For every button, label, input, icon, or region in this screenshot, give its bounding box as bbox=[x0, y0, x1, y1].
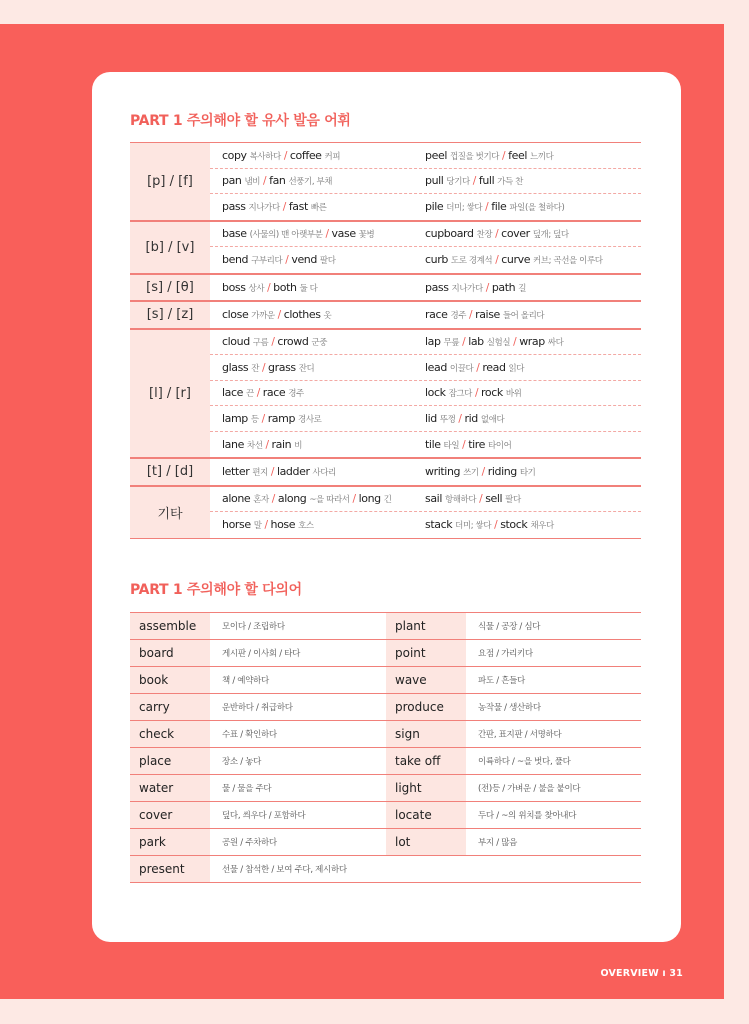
polysemy-meaning: 간판, 표지판 / 서명하다 bbox=[478, 730, 562, 740]
sound-pair-label: 기타 bbox=[130, 487, 210, 538]
slash-separator: / bbox=[466, 309, 476, 322]
slash-separator: / bbox=[258, 412, 268, 425]
vocab-word: cupboard bbox=[425, 227, 474, 241]
vocab-word: raise bbox=[475, 308, 500, 322]
page-footer bbox=[600, 968, 683, 979]
vocab-meaning: 타기 bbox=[519, 468, 536, 479]
vocab-word: lead bbox=[425, 360, 447, 374]
vocab-word: lock bbox=[425, 386, 446, 400]
word-pair-row bbox=[210, 302, 641, 328]
vocab-meaning: 껍질을 벗기다 bbox=[449, 151, 500, 162]
word-pair-cell bbox=[425, 412, 641, 425]
slash-separator: / bbox=[274, 309, 284, 322]
word-pair-row bbox=[210, 169, 641, 195]
vocab-word: alone bbox=[222, 492, 251, 506]
polysemy-meaning: 물 / 물을 주다 bbox=[222, 784, 272, 794]
word-pair-cell bbox=[210, 227, 425, 240]
polysemy-meaning: 장소 / 놓다 bbox=[222, 757, 262, 767]
polysemy-word: cover bbox=[130, 802, 210, 828]
vocab-word: riding bbox=[487, 465, 517, 479]
group-rows bbox=[210, 302, 641, 328]
polysemy-word: check bbox=[130, 721, 210, 747]
vocab-word: pile bbox=[425, 200, 444, 214]
vocab-meaning: 구름 bbox=[252, 338, 269, 349]
polysemy-word: assemble bbox=[130, 613, 210, 639]
sound-pair-label: [p] / [f] bbox=[130, 143, 210, 220]
vocab-word: pan bbox=[222, 174, 242, 188]
vocab-meaning: 복사하다 bbox=[249, 151, 281, 162]
vocab-meaning: 혼자 bbox=[253, 495, 269, 506]
vocab-meaning: 당기다 bbox=[446, 177, 470, 188]
vocab-meaning: 들어 올리다 bbox=[502, 311, 545, 322]
group-rows bbox=[210, 143, 641, 220]
polysemy-word: lot bbox=[386, 829, 466, 855]
vocab-meaning: 등 bbox=[250, 414, 259, 425]
pronunciation-group bbox=[130, 221, 641, 274]
vocab-word: rid bbox=[464, 411, 478, 425]
polysemy-row bbox=[130, 748, 641, 775]
vocab-meaning: 지나가다 bbox=[248, 203, 280, 214]
vocab-word: lap bbox=[425, 335, 441, 349]
vocab-word: curb bbox=[425, 253, 448, 267]
word-pair-cell bbox=[210, 149, 425, 162]
section-title-similar-pronunciation: PART 1 주의해야 할 유사 발음 어휘 bbox=[130, 113, 351, 129]
word-pair-row bbox=[210, 247, 641, 273]
pronunciation-group bbox=[130, 486, 641, 539]
slash-separator: / bbox=[499, 149, 509, 162]
footer-label: OVERVIEW bbox=[600, 968, 659, 979]
pronunciation-group bbox=[130, 143, 641, 221]
vocab-word: race bbox=[425, 308, 448, 322]
slash-separator: / bbox=[473, 361, 483, 374]
vocab-word: letter bbox=[222, 465, 250, 479]
slash-separator: / bbox=[267, 466, 277, 479]
polysemy-row bbox=[130, 667, 641, 694]
vocab-meaning: 팔다 bbox=[505, 495, 521, 506]
vocab-word: rain bbox=[271, 437, 292, 451]
vocab-meaning: 타이어 bbox=[487, 440, 512, 451]
vocab-word: hose bbox=[270, 518, 296, 532]
word-pair-cell bbox=[425, 465, 641, 478]
word-pair-row bbox=[210, 275, 641, 301]
vocab-meaning: 말 bbox=[253, 521, 262, 532]
vocab-word: sail bbox=[425, 492, 442, 506]
vocab-meaning: 경주 bbox=[288, 389, 304, 400]
vocab-meaning: 지나가다 bbox=[451, 283, 483, 294]
word-pair-cell bbox=[425, 308, 641, 321]
vocab-meaning: 느끼다 bbox=[529, 151, 554, 162]
word-pair-cell bbox=[425, 386, 641, 399]
polysemy-row bbox=[130, 613, 641, 640]
footer-separator: ı bbox=[662, 968, 666, 979]
slash-separator: / bbox=[259, 361, 269, 374]
slash-separator: / bbox=[510, 336, 520, 349]
vocab-word: stock bbox=[500, 518, 528, 532]
word-pair-row bbox=[210, 432, 641, 458]
vocab-meaning: 무릎 bbox=[443, 338, 460, 349]
vocab-word: tile bbox=[425, 437, 441, 451]
polysemy-word: produce bbox=[386, 694, 466, 720]
vocab-meaning: 길 bbox=[518, 283, 526, 294]
polysemy-word: plant bbox=[386, 613, 466, 639]
vocab-meaning: 상사 bbox=[248, 283, 265, 294]
vocab-word: long bbox=[358, 492, 381, 506]
vocab-meaning: 잔디 bbox=[298, 363, 315, 374]
word-pair-row bbox=[210, 406, 641, 432]
word-pair-cell bbox=[425, 438, 641, 451]
vocab-meaning: 편지 bbox=[252, 468, 268, 479]
polysemy-word: take off bbox=[386, 748, 466, 774]
vocab-word: cloud bbox=[222, 335, 250, 349]
vocab-meaning: ~을 따라서 bbox=[309, 495, 350, 506]
polysemy-meaning: 덮다, 씌우다 / 포함하다 bbox=[222, 811, 306, 821]
vocab-word: clothes bbox=[283, 308, 321, 322]
word-pair-row bbox=[210, 381, 641, 407]
vocab-word: grass bbox=[268, 360, 296, 374]
polysemy-meaning: 농작물 / 생산하다 bbox=[478, 703, 541, 713]
slash-separator: / bbox=[279, 201, 289, 214]
slash-separator: / bbox=[322, 228, 332, 241]
polysemy-word: point bbox=[386, 640, 466, 666]
polysemy-word: water bbox=[130, 775, 210, 801]
slash-separator: / bbox=[261, 519, 271, 532]
vocab-meaning: 바위 bbox=[505, 389, 522, 400]
vocab-word: pull bbox=[425, 174, 444, 188]
vocab-word: lab bbox=[468, 335, 484, 349]
vocab-word: copy bbox=[222, 148, 247, 162]
slash-separator: / bbox=[264, 281, 274, 294]
slash-separator: / bbox=[476, 493, 486, 506]
vocab-meaning: 팔다 bbox=[319, 256, 336, 267]
vocab-word: fast bbox=[288, 200, 308, 214]
vocab-word: lid bbox=[425, 411, 437, 425]
polysemy-word: carry bbox=[130, 694, 210, 720]
vocab-word: tire bbox=[468, 437, 486, 451]
polysemy-row bbox=[130, 856, 641, 883]
word-pair-cell bbox=[210, 281, 425, 294]
polysemy-meaning: 모이다 / 조립하다 bbox=[222, 622, 285, 632]
vocab-word: both bbox=[273, 280, 297, 294]
slash-separator: / bbox=[459, 336, 469, 349]
polysemy-meaning: 공원 / 주차하다 bbox=[222, 838, 277, 848]
sound-pair-label: [t] / [d] bbox=[130, 459, 210, 485]
vocab-meaning: 군중 bbox=[311, 338, 328, 349]
vocab-word: coffee bbox=[289, 148, 322, 162]
group-rows bbox=[210, 459, 641, 485]
slash-separator: / bbox=[282, 254, 292, 267]
polysemy-row bbox=[130, 694, 641, 721]
polysemy-meaning: (전)등 / 가벼운 / 불을 붙이다 bbox=[478, 784, 581, 794]
vocab-meaning: 잔 bbox=[251, 363, 260, 374]
pronunciation-group bbox=[130, 329, 641, 459]
pronunciation-group bbox=[130, 274, 641, 302]
vocab-meaning: 읽다 bbox=[508, 363, 525, 374]
word-pair-cell bbox=[425, 281, 641, 294]
similar-pronunciation-table bbox=[130, 142, 641, 539]
word-pair-cell bbox=[425, 200, 641, 213]
word-pair-cell bbox=[210, 386, 425, 399]
slash-separator: / bbox=[472, 387, 482, 400]
slash-separator: / bbox=[469, 175, 479, 188]
vocab-meaning: 사다리 bbox=[312, 468, 336, 479]
word-pair-row bbox=[210, 512, 641, 538]
slash-separator: / bbox=[492, 228, 502, 241]
vocab-meaning: 호스 bbox=[298, 521, 314, 532]
group-rows bbox=[210, 275, 641, 301]
slash-separator: / bbox=[492, 254, 502, 267]
slash-separator: / bbox=[455, 412, 465, 425]
vocab-meaning: 경사로 bbox=[298, 414, 322, 425]
word-pair-cell bbox=[210, 492, 425, 505]
section-title-polysemy: PART 1 주의해야 할 다의어 bbox=[130, 582, 302, 598]
vocab-meaning: 커브; 곡선을 이루다 bbox=[533, 256, 603, 267]
polysemy-table bbox=[130, 612, 641, 883]
slash-separator: / bbox=[482, 201, 492, 214]
polysemy-meaning: 운반하다 / 취급하다 bbox=[222, 703, 293, 713]
slash-separator: / bbox=[482, 281, 492, 294]
vocab-meaning: 도로 경계석 bbox=[450, 256, 493, 267]
word-pair-row bbox=[210, 222, 641, 248]
vocab-word: read bbox=[482, 360, 506, 374]
polysemy-row bbox=[130, 721, 641, 748]
vocab-word: writing bbox=[425, 465, 461, 479]
vocab-meaning: 잠그다 bbox=[448, 389, 472, 400]
vocab-word: ladder bbox=[276, 465, 310, 479]
slash-separator: / bbox=[253, 387, 263, 400]
slash-separator: / bbox=[478, 466, 488, 479]
group-rows bbox=[210, 222, 641, 273]
vocab-word: wrap bbox=[519, 335, 545, 349]
polysemy-row bbox=[130, 640, 641, 667]
vocab-word: feel bbox=[508, 148, 527, 162]
vocab-meaning: 가까운 bbox=[251, 311, 275, 322]
polysemy-row bbox=[130, 802, 641, 829]
polysemy-word: light bbox=[386, 775, 466, 801]
word-pair-row bbox=[210, 487, 641, 513]
polysemy-meaning: 게시판 / 이사회 / 타다 bbox=[222, 649, 301, 659]
slash-separator: / bbox=[280, 149, 290, 162]
vocab-meaning: 싸다 bbox=[547, 338, 564, 349]
polysemy-word: present bbox=[130, 856, 210, 882]
word-pair-cell bbox=[425, 361, 641, 374]
vocab-meaning: 꽃병 bbox=[358, 230, 375, 241]
vocab-meaning: 가득 찬 bbox=[497, 177, 523, 188]
vocab-word: peel bbox=[425, 148, 447, 162]
polysemy-meaning: 수표 / 확인하다 bbox=[222, 730, 277, 740]
vocab-word: close bbox=[222, 308, 249, 322]
slash-separator: / bbox=[459, 438, 469, 451]
word-pair-cell bbox=[210, 518, 425, 531]
word-pair-cell bbox=[425, 227, 641, 240]
vocab-meaning: 쓰기 bbox=[463, 468, 479, 479]
vocab-word: along bbox=[277, 492, 307, 506]
vocab-meaning: 더미; 쌓다 bbox=[455, 521, 492, 532]
vocab-meaning: 차선 bbox=[246, 440, 263, 451]
vocab-word: race bbox=[262, 386, 286, 400]
vocab-meaning: 이끌다 bbox=[449, 363, 474, 374]
vocab-word: pass bbox=[222, 200, 246, 214]
polysemy-meaning: 이륙하다 / ~을 벗다, 풀다 bbox=[478, 757, 571, 767]
word-pair-row bbox=[210, 459, 641, 485]
pronunciation-group bbox=[130, 458, 641, 486]
page-number: 31 bbox=[669, 968, 683, 979]
vocab-meaning: 없애다 bbox=[480, 414, 505, 425]
vocab-word: path bbox=[491, 280, 516, 294]
slash-separator: / bbox=[349, 493, 359, 506]
sound-pair-label: [s] / [z] bbox=[130, 302, 210, 328]
vocab-word: ramp bbox=[267, 411, 296, 425]
vocab-meaning: 실험실 bbox=[486, 338, 511, 349]
vocab-meaning: 냄비 bbox=[244, 177, 261, 188]
polysemy-meaning: 요점 / 가리키다 bbox=[478, 649, 533, 659]
vocab-meaning: 옷 bbox=[323, 311, 332, 322]
word-pair-cell bbox=[210, 412, 425, 425]
polysemy-word: sign bbox=[386, 721, 466, 747]
vocab-meaning: 구부리다 bbox=[251, 256, 283, 267]
polysemy-word: locate bbox=[386, 802, 466, 828]
vocab-word: bend bbox=[222, 253, 249, 267]
vocab-meaning: (사물의) 맨 아랫부분 bbox=[249, 230, 323, 241]
vocab-word: fan bbox=[269, 174, 286, 188]
vocab-meaning: 끈 bbox=[245, 389, 254, 400]
vocab-meaning: 둘 다 bbox=[299, 283, 318, 294]
vocab-word: lace bbox=[222, 386, 244, 400]
slash-separator: / bbox=[262, 438, 272, 451]
word-pair-cell bbox=[425, 174, 641, 187]
vocab-word: crowd bbox=[277, 335, 309, 349]
vocab-word: vase bbox=[331, 227, 356, 241]
word-pair-cell bbox=[425, 335, 641, 348]
polysemy-row bbox=[130, 829, 641, 856]
vocab-word: curve bbox=[501, 253, 531, 267]
vocab-meaning: 찬장 bbox=[476, 230, 493, 241]
vocab-meaning: 항해하다 bbox=[444, 495, 477, 506]
sound-pair-label: [l] / [r] bbox=[130, 330, 210, 458]
vocab-word: boss bbox=[222, 280, 246, 294]
word-pair-row bbox=[210, 355, 641, 381]
sound-pair-label: [b] / [v] bbox=[130, 222, 210, 273]
polysemy-word: wave bbox=[386, 667, 466, 693]
vocab-word: sell bbox=[485, 492, 503, 506]
vocab-word: file bbox=[491, 200, 507, 214]
vocab-meaning: 채우다 bbox=[530, 521, 554, 532]
vocab-meaning: 빠른 bbox=[310, 203, 327, 214]
slash-separator: / bbox=[491, 519, 501, 532]
group-rows bbox=[210, 487, 641, 538]
sound-pair-label: [s] / [θ] bbox=[130, 275, 210, 301]
polysemy-word: book bbox=[130, 667, 210, 693]
word-pair-cell bbox=[425, 253, 641, 266]
vocab-meaning: 덮개; 덮다 bbox=[532, 230, 569, 241]
word-pair-cell bbox=[210, 308, 425, 321]
vocab-word: horse bbox=[222, 518, 251, 532]
group-rows bbox=[210, 330, 641, 458]
vocab-word: glass bbox=[222, 360, 249, 374]
polysemy-row bbox=[130, 775, 641, 802]
word-pair-cell bbox=[425, 518, 641, 531]
word-pair-cell bbox=[210, 200, 425, 213]
vocab-meaning: 긴 bbox=[383, 495, 392, 506]
vocab-meaning: 경주 bbox=[450, 311, 467, 322]
vocab-meaning: 더미; 쌓다 bbox=[446, 203, 483, 214]
vocab-word: lane bbox=[222, 437, 244, 451]
polysemy-meaning: 두다 / ~의 위치를 찾아내다 bbox=[478, 811, 577, 821]
vocab-meaning: 타일 bbox=[443, 440, 460, 451]
vocab-word: stack bbox=[425, 518, 453, 532]
polysemy-meaning: 파도 / 흔들다 bbox=[478, 676, 525, 686]
vocab-word: rock bbox=[481, 386, 503, 400]
pronunciation-group bbox=[130, 301, 641, 329]
word-pair-cell bbox=[210, 465, 425, 478]
vocab-meaning: 커피 bbox=[324, 151, 341, 162]
vocab-word: pass bbox=[425, 280, 449, 294]
vocab-word: full bbox=[478, 174, 495, 188]
vocab-word: base bbox=[222, 227, 247, 241]
polysemy-word: park bbox=[130, 829, 210, 855]
word-pair-cell bbox=[210, 253, 425, 266]
polysemy-meaning: 선물 / 참석한 / 보여 주다, 제시하다 bbox=[222, 865, 347, 875]
vocab-meaning: 비 bbox=[294, 440, 302, 451]
word-pair-cell bbox=[425, 492, 641, 505]
word-pair-cell bbox=[210, 438, 425, 451]
polysemy-meaning: 부지 / 많음 bbox=[478, 838, 518, 848]
word-pair-cell bbox=[210, 335, 425, 348]
slash-separator: / bbox=[268, 336, 278, 349]
word-pair-row bbox=[210, 330, 641, 356]
word-pair-cell bbox=[210, 174, 425, 187]
slash-separator: / bbox=[260, 175, 270, 188]
word-pair-row bbox=[210, 143, 641, 169]
polysemy-meaning: 식물 / 공장 / 심다 bbox=[478, 622, 541, 632]
vocab-word: cover bbox=[501, 227, 530, 241]
polysemy-word: board bbox=[130, 640, 210, 666]
vocab-meaning: 선풍기, 부채 bbox=[288, 177, 333, 188]
word-pair-row bbox=[210, 194, 641, 220]
polysemy-meaning: 책 / 예약하다 bbox=[222, 676, 269, 686]
vocab-word: vend bbox=[291, 253, 317, 267]
vocab-meaning: 뚜껑 bbox=[439, 414, 456, 425]
word-pair-cell bbox=[210, 361, 425, 374]
slash-separator: / bbox=[268, 493, 278, 506]
polysemy-word: place bbox=[130, 748, 210, 774]
word-pair-cell bbox=[425, 149, 641, 162]
vocab-meaning: 파일(을 철하다) bbox=[509, 203, 565, 214]
vocab-word: lamp bbox=[222, 411, 248, 425]
